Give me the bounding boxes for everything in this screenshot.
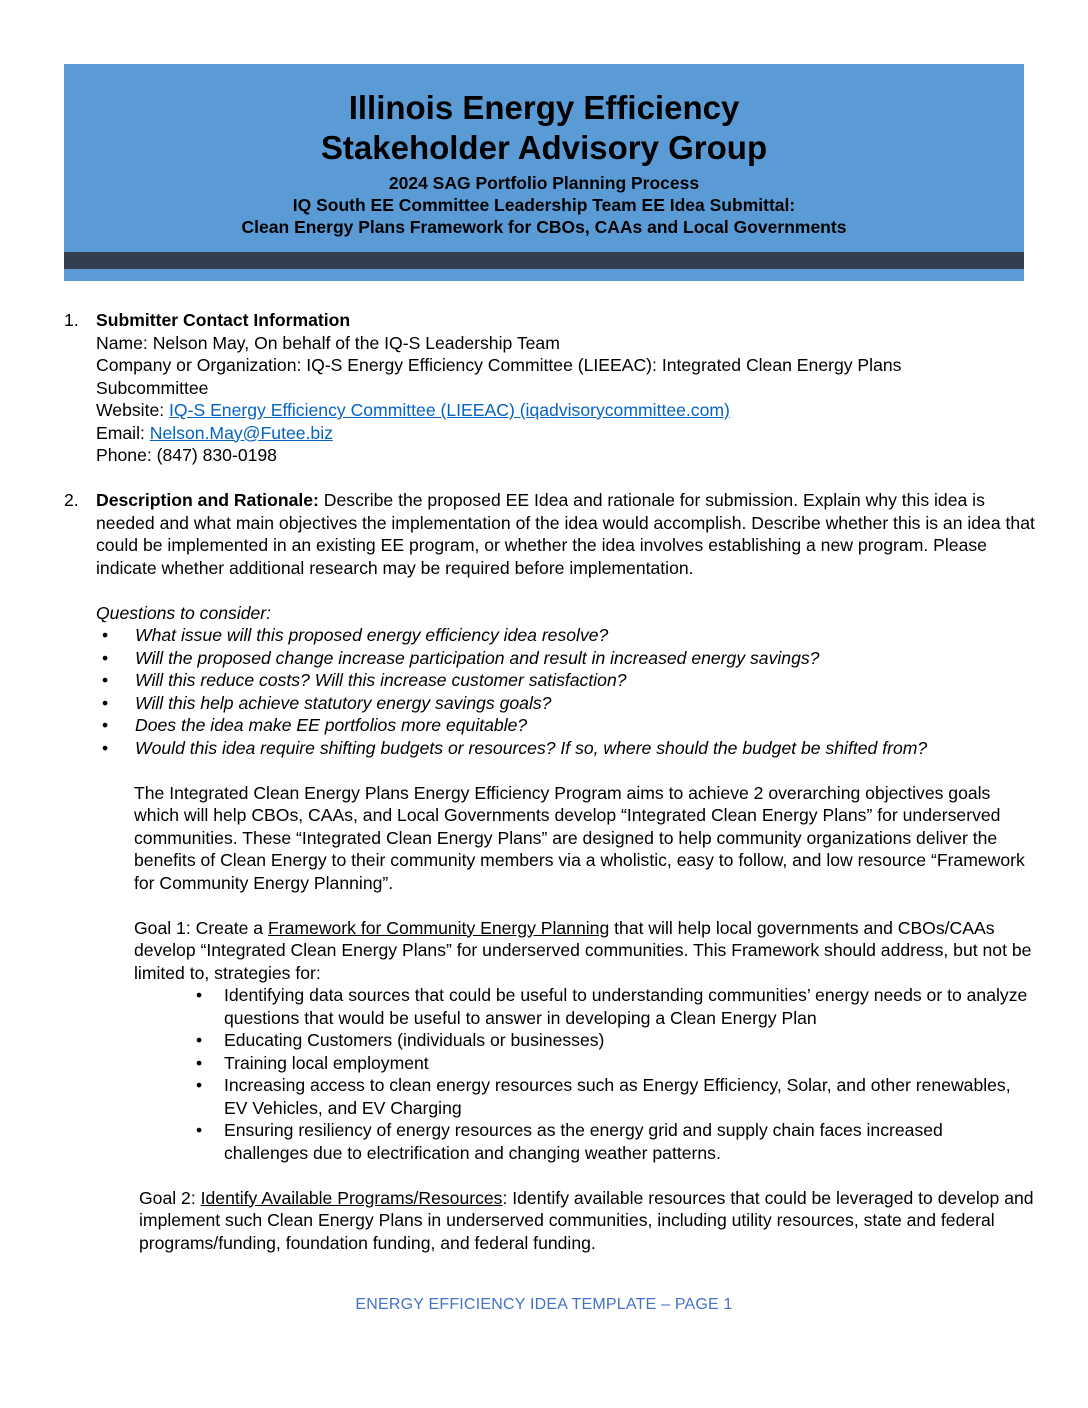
strategies-list [0,984,1088,1164]
goal-1-paragraph [134,917,1034,985]
goal-1-text: that will help local governments and CBOs/CAAs develop “Integrated Clean Energy Plans” for underserved communities. This Framework should address, but not be limited to, strategies for: [134,917,1032,983]
strategy-item: • Training local employment [0,1052,1088,1075]
email-link[interactable]: Nelson.May@Futee.biz [149,422,333,443]
goal-2-prefix: Goal 2: [139,1187,201,1208]
submitter-website [96,399,1036,422]
submitter-phone: Phone: (847) 830-0198 [96,445,277,465]
question-item: • Will this reduce costs? Will this increase customer satisfaction? [0,669,1088,692]
website-link[interactable]: IQ-S Energy Efficiency Committee (LIEEAC) (iqadvisorycommittee.com) [169,400,730,420]
header-subtitle-3: Clean Energy Plans Framework for CBOs, CAAs and Local Governments [241,217,847,237]
header-title-line2: Stakeholder Advisory Group [320,129,768,166]
section-number: 1. [64,310,79,330]
question-item: • Does the idea make EE portfolios more equitable? [0,714,1088,737]
question-item: • What issue will this proposed energy efficiency idea resolve? [0,624,1088,647]
goal-1-title: Framework for Community Energy Planning [267,917,610,938]
description-text: Describe the proposed EE Idea and rationale for submission. Explain why this idea is needed and what main objectives the implementation of the idea would accomplish. Describe whether this is an idea that could be implemented in an existing EE program, or whether the idea involves establishing a new program. Please indicate whether additional research may be required before implementation. [96,490,1035,578]
strategy-item: • Educating Customers (individuals or businesses) [0,1029,1088,1052]
question-item: • Will the proposed change increase participation and result in increased energy savings? [0,647,1088,670]
goal-2-paragraph [139,1187,1034,1255]
submitter-company: Company or Organization: IQ-S Energy Efficiency Committee (LIEEAC): Integrated Clean Energy Plans [96,355,902,375]
document-header [64,64,1024,252]
submitter-name: Name: Nelson May, On behalf of the IQ-S Leadership Team [96,332,560,353]
email-label: Email: [96,422,150,443]
submitter-email [96,422,1036,445]
strategy-item: • Ensuring resiliency of energy resources as the energy grid and supply chain faces increased challenges due to electrification and changing weather patterns. [0,1119,1088,1164]
strategy-item: • Increasing access to clean energy resources such as Energy Efficiency, Solar, and other renewables, EV Vehicles, and EV Charging [0,1074,1088,1119]
section-description [0,489,1088,1254]
description-paragraph [96,489,1036,579]
section-heading: Description and Rationale: [96,490,319,510]
goal-1-prefix: Goal 1: Create a [134,917,268,938]
document-body [0,309,1088,1254]
section-number: 2. [64,490,79,510]
header-divider-dark [64,252,1024,269]
strategy-item: • Identifying data sources that could be useful to understanding communities’ energy needs or to analyze questions that would be useful to answer in developing a Clean Energy Plan [0,984,1088,1029]
goal-2-text: : Identify available resources that could be leveraged to develop and implement such Clean Energy Plans in underserved communities, including utility resources, state and federal programs/funding, foundation funding, and federal funding. [139,1187,1034,1253]
question-item: • Will this help achieve statutory energy savings goals? [0,692,1088,715]
questions-intro: Questions to consider: [96,602,272,623]
section-contact-info [0,309,1088,467]
header-subtitle-1: 2024 SAG Portfolio Planning Process [388,173,700,193]
section-heading: Submitter Contact Information [96,310,351,330]
header-divider-blue [64,269,1024,281]
page-footer: ENERGY EFFICIENCY IDEA TEMPLATE – PAGE 1 [355,1296,733,1313]
header-title-line1: Illinois Energy Efficiency [348,89,740,126]
program-paragraph: The Integrated Clean Energy Plans Energy Efficiency Program aims to achieve 2 overarching objectives goals which will help CBOs, CAAs, and Local Governments develop “Integrated Clean Energy Plans” for underserved communities. These “Integrated Clean Energy Plans” are designed to help community organizations deliver the benefits of Clean Energy to their community members via a wholistic, easy to follow, and low resource “Framework for Community Energy Planning”. [134,782,1025,893]
goal-2-title: Identify Available Programs/Resources [200,1187,503,1208]
submitter-company-cont: Subcommittee [96,377,209,398]
question-item: • Would this idea require shifting budgets or resources? If so, where should the budget be shifted from? [0,737,1088,760]
header-subtitle-2: IQ South EE Committee Leadership Team EE Idea Submittal: [292,195,796,215]
website-label: Website: [96,400,170,420]
questions-list [0,624,1088,759]
